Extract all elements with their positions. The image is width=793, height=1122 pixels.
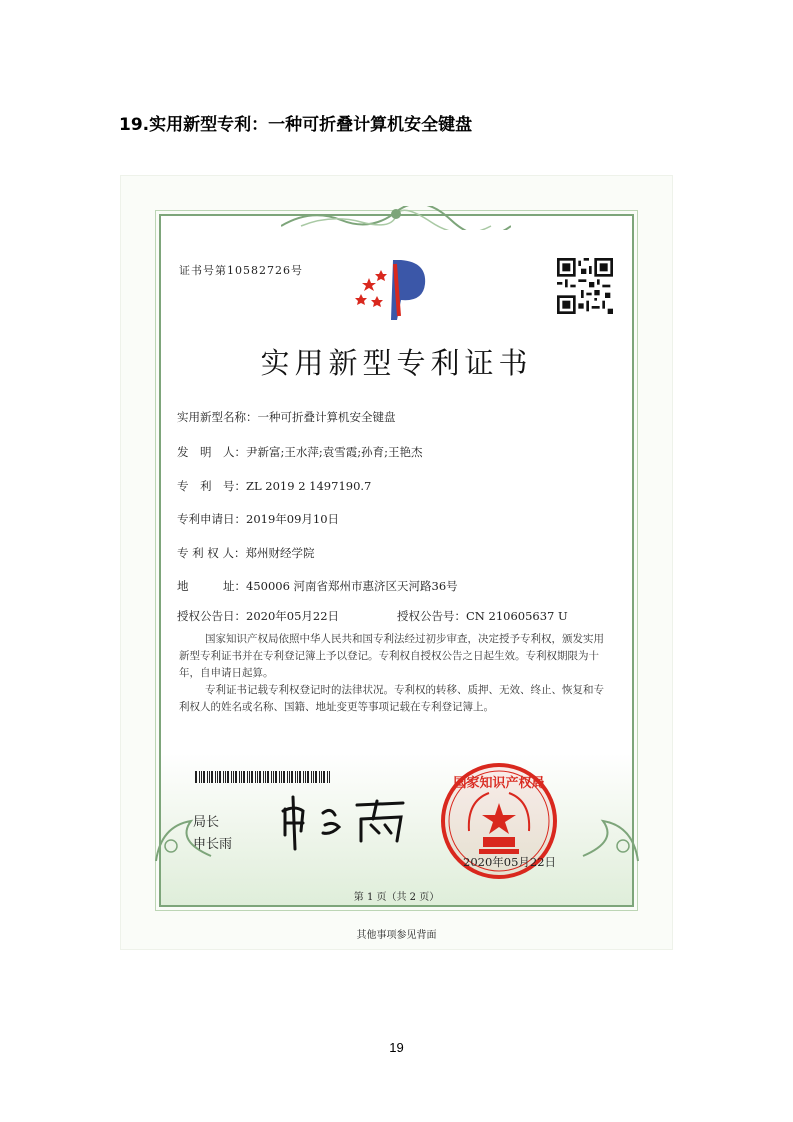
ornament-top [281, 206, 511, 230]
director-title: 局长 [193, 815, 220, 830]
page-number: 19 [389, 1040, 404, 1055]
patent-office-logo [355, 256, 435, 320]
field-application-date: 专利申请日：2019年09月10日 [177, 512, 340, 526]
page-indicator: 第 1 页（共 2 页） [353, 892, 440, 903]
see-back-note: 其他事项参见背面 [356, 930, 437, 941]
field-patent-number: 专 利 号：ZL 2019 2 1497190.7 [177, 479, 372, 493]
field-utility-model-name: 实用新型名称：一种可折叠计算机安全键盘 [177, 410, 396, 424]
section-heading: 19.实用新型专利：一种可折叠计算机安全键盘 [119, 115, 473, 135]
barcode [195, 771, 333, 783]
field-grant-date: 授权公告日：2020年05月22日 [177, 609, 340, 623]
field-inventors: 发 明 人：尹新富;王水萍;袁雪霞;孙育;王艳杰 [177, 445, 423, 459]
seal-date: 2020年05月22日 [463, 855, 557, 869]
director-name: 申长雨 [193, 837, 233, 852]
field-address: 地 址：450006 河南省郑州市惠济区天河路36号 [177, 579, 458, 593]
certificate-image [120, 175, 673, 950]
certificate-number: 证书号第10582726号 [179, 264, 303, 277]
seal-text: 国家知识产权局 [453, 776, 545, 791]
certificate-paragraph-2: 专利证书记载专利权登记时的法律状况。专利权的转移、质押、无效、终止、恢复和专利权人的姓名或名称、国籍、地址变更等事项记载在专利登记簿上。 [179, 684, 604, 713]
corner-ornament-bottom-left [151, 796, 221, 866]
certificate-title: 实用新型专利证书 [260, 346, 533, 380]
field-patentee: 专 利 权 人：郑州财经学院 [177, 546, 315, 560]
field-grant-number: 授权公告号：CN 210605637 U [397, 609, 568, 623]
director-signature [273, 791, 423, 851]
corner-ornament-bottom-right [573, 796, 643, 866]
qr-code [557, 258, 613, 314]
certificate-paragraph-1: 国家知识产权局依照中华人民共和国专利法经过初步审查，决定授予专利权，颁发实用新型专利证书并在专利登记簿上予以登记。专利权自授权公告之日起生效。专利权期限为十年，自申请日起算。 [179, 633, 604, 679]
